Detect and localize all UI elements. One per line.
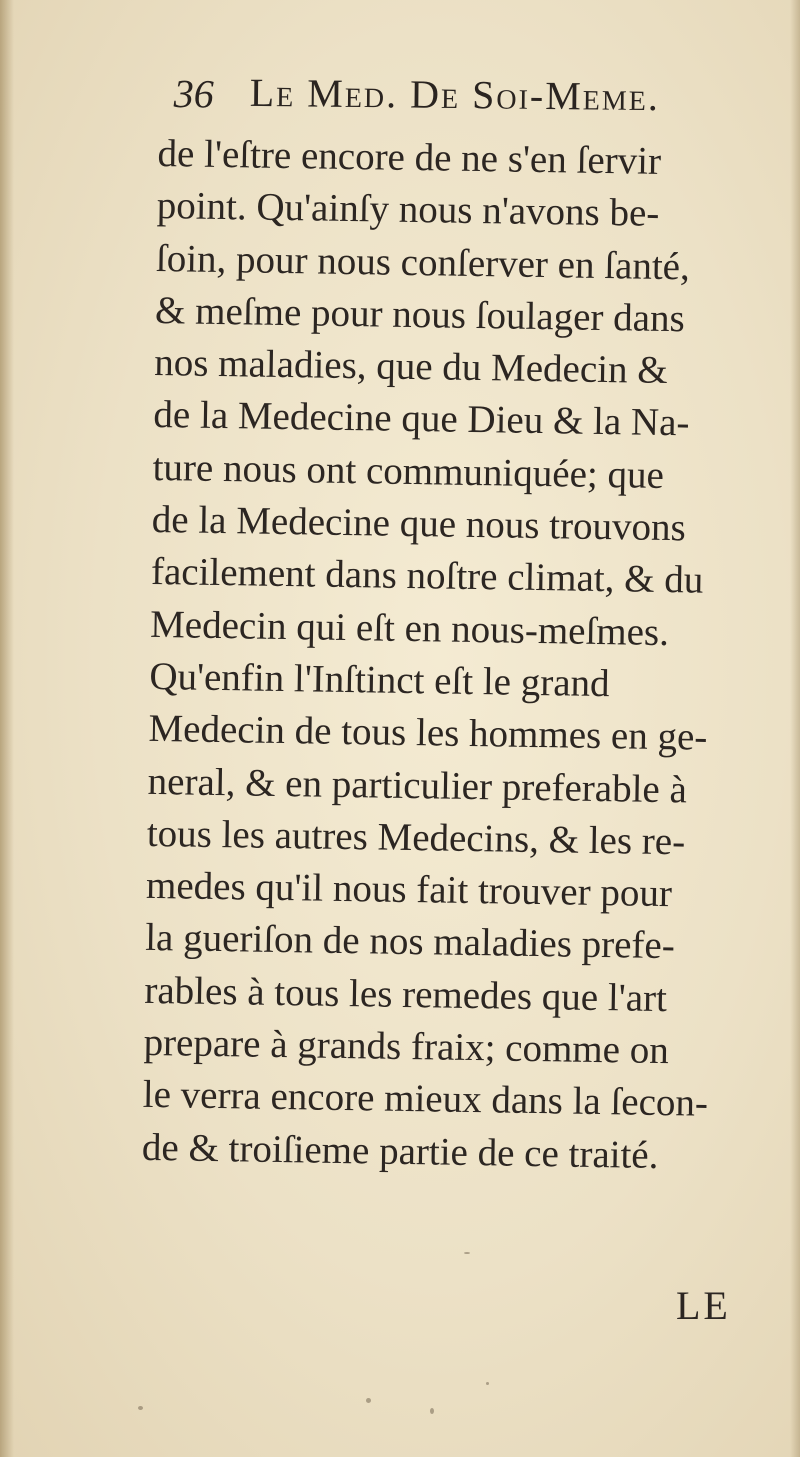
text-line: de la Medecine que Dieu & la Na-: [153, 393, 690, 445]
binding-shadow: [0, 0, 14, 1457]
text-line: medes qu'il nous fait trouver pour: [145, 864, 673, 916]
text-line: neral, & en particulier preferable à: [147, 759, 688, 811]
text-line: la gueriſon de nos maladies prefe-: [144, 916, 676, 968]
ink-speck: [464, 1252, 470, 1254]
text-line: tous les autres Medecins, & les re-: [146, 811, 686, 864]
text-line: point. Qu'ainſy nous n'avons be-: [156, 184, 660, 236]
text-line: Qu'enfin l'Inſtinct eſt le grand: [149, 654, 610, 706]
ink-speck: [486, 1382, 489, 1385]
text-line: nos maladies, que du Medecin &: [153, 341, 668, 393]
ink-speck: [138, 1406, 143, 1410]
text-line: de & troiſieme partie de ce traité.: [141, 1125, 659, 1177]
text-line: prepare à grands fraix; comme on: [143, 1020, 670, 1073]
text-line: le verra encore mieux dans la ſecon-: [142, 1073, 709, 1126]
ink-speck: [366, 1398, 371, 1403]
text-line: & meſme pour nous ſoulager dans: [154, 288, 686, 341]
text-line: ture nous ont communiquée; que: [152, 445, 665, 497]
text-line: de l'eſtre encore de ne s'en ſervir: [157, 131, 662, 183]
ink-speck: [430, 1408, 434, 1414]
text-line: Medecin de tous les hommes en ge-: [148, 707, 708, 759]
page-header: [167, 68, 768, 134]
text-line: Medecin qui eſt en nous-meſmes.: [149, 602, 670, 654]
running-head: Le Med. De Soi-Meme.: [249, 69, 661, 120]
page-edge: [790, 0, 800, 1457]
page-number: 36: [173, 71, 214, 117]
text-line: facilement dans noſtre climat, & du: [150, 550, 704, 602]
text-line: rables à tous les remedes que l'art: [144, 968, 668, 1020]
catchword: LE: [676, 1283, 731, 1328]
text-line: de la Medecine que nous trouvons: [151, 498, 687, 550]
text-line: ſoin, pour nous conſerver en ſanté,: [155, 236, 691, 288]
body-text: [142, 128, 768, 1183]
